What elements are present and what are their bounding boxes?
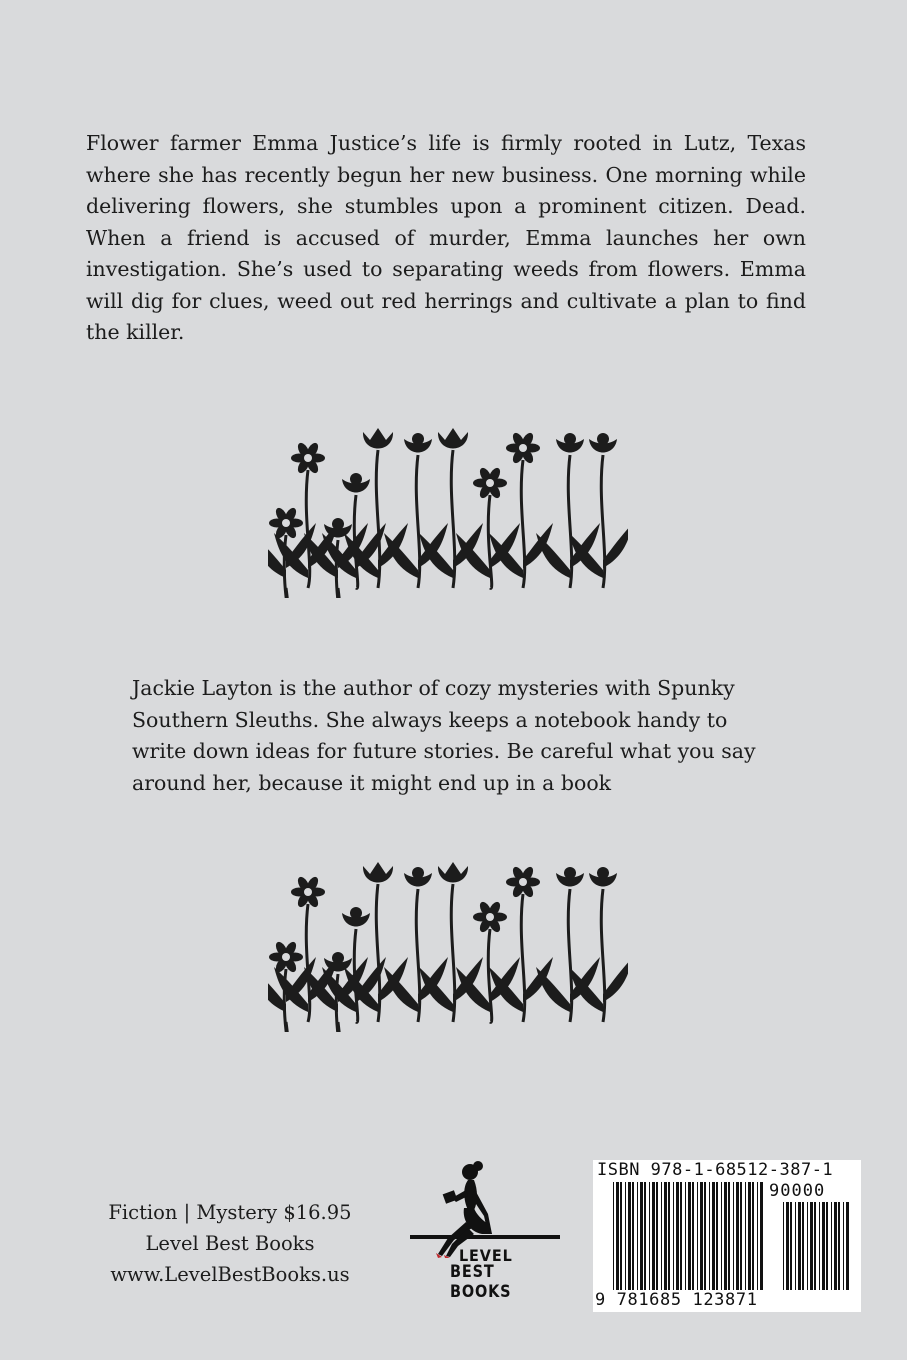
price-code: 90000 [769,1181,826,1201]
logo-level-text: LEVEL [458,1246,513,1265]
ean-barcode-bars [613,1182,765,1290]
reading-woman-icon [408,1158,564,1258]
publisher-logo [408,1158,564,1302]
publisher-info [80,1197,380,1290]
ean-digits: 9 781685 123871 [595,1290,758,1310]
logo-best-books-text: BEST BOOKS [450,1262,512,1302]
publisher-website: www.LevelBestBooks.us [110,1263,350,1286]
isbn-number: ISBN 978-1-68512-387-1 [597,1160,834,1180]
price-barcode-bars [783,1202,849,1290]
author-bio: Jackie Layton is the author of cozy mysteries with Spunky Southern Sleuths. She always keeps a notebook handy to write down ideas for future stories. Be careful what you say around her, because it might end up in a book [132,676,756,795]
isbn-barcode [593,1160,861,1312]
genre-price: Fiction | Mystery $16.95 [108,1201,352,1224]
flower-illustration-top [268,428,628,598]
back-cover-blurb: Flower farmer Emma Justice’s life is firmly rooted in Lutz, Texas where she has recently begun her new business. One morning while delivering flowers, she stumbles upon a prominent citizen. Dead. When a friend is accused of murder, Emma launches her own investigation. She’s used to separating weeds from flowers. Emma will dig for clues, weed out red herrings and cultivate a plan to find the killer. [86,131,806,344]
publisher-name: Level Best Books [145,1232,315,1255]
flower-illustration-bottom [268,862,628,1032]
